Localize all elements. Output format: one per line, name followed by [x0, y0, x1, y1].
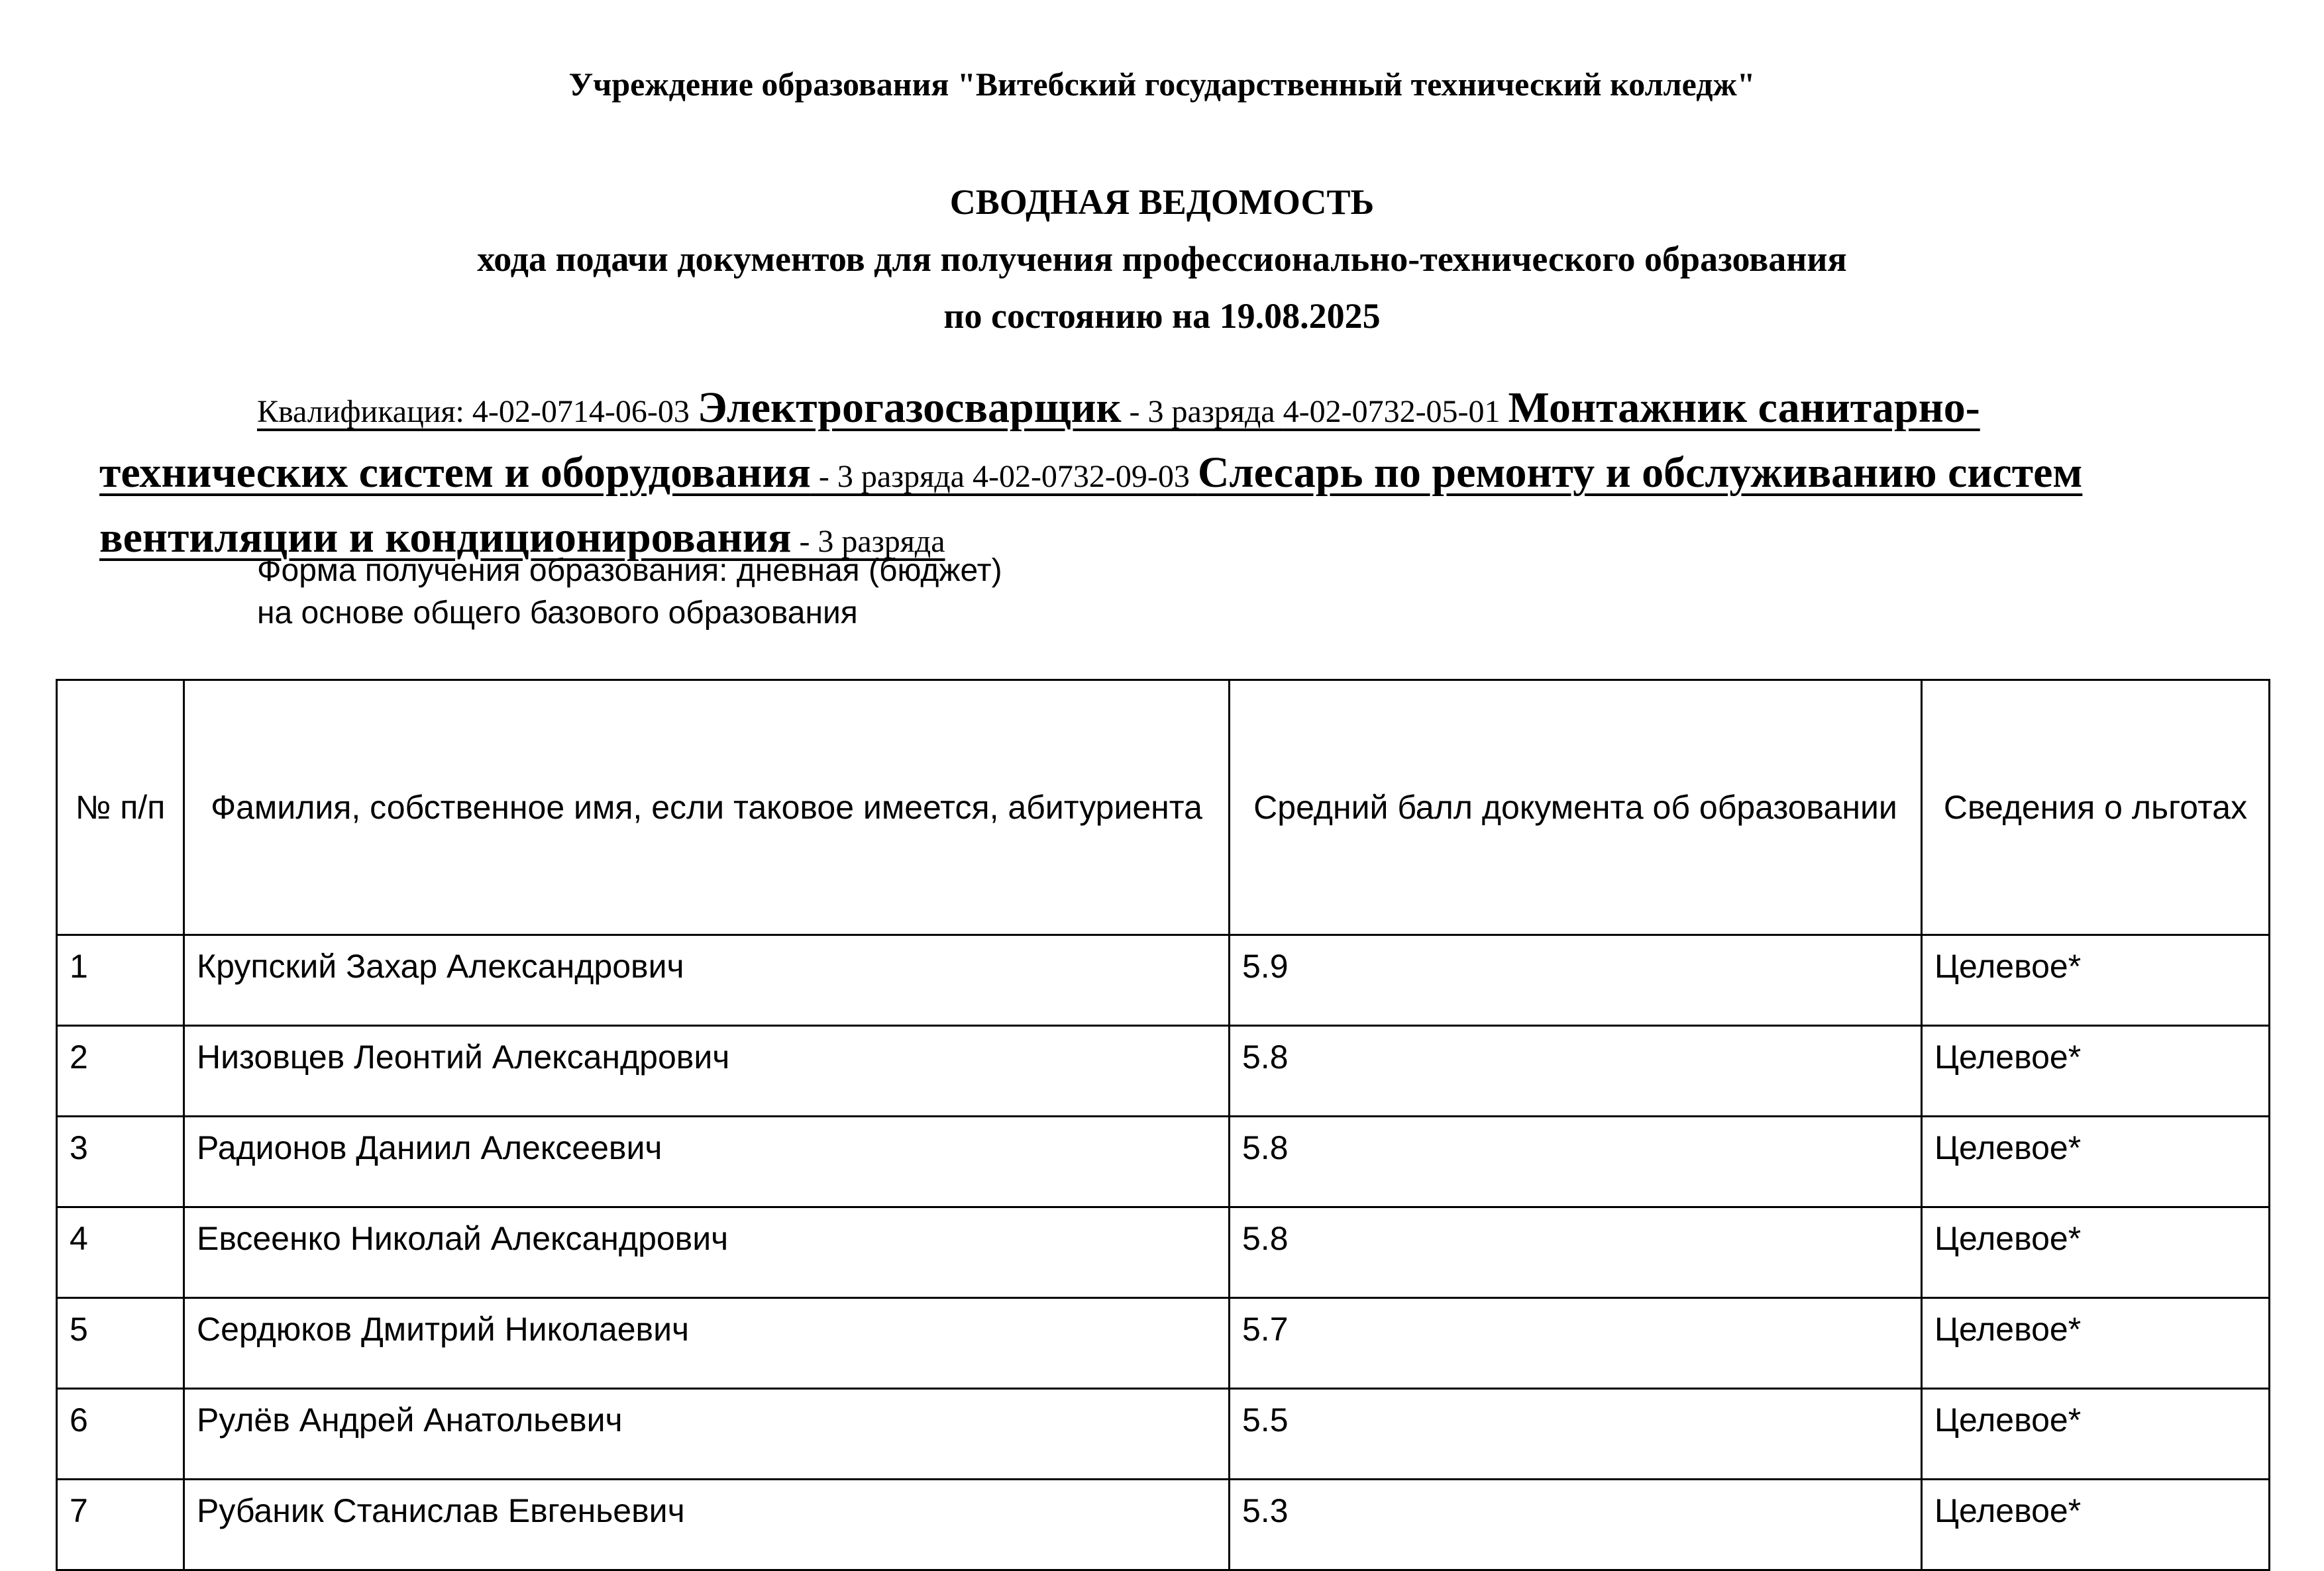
table-row [57, 1207, 2270, 1298]
cell-name: Сердюков Дмитрий Николаевич [184, 1298, 1230, 1389]
header-number: № п/п [57, 680, 184, 935]
cell-name: Рулёв Андрей Анатольевич [184, 1389, 1230, 1480]
cell-benefits: Целевое* [1922, 1026, 2270, 1117]
qualification-3-name: Слесарь по ремонту и обслуживанию систем вентиляции и кондиционирования [99, 448, 2083, 562]
qualification-label: Квалификация: [257, 394, 472, 429]
cell-name: Низовцев Леонтий Александрович [184, 1026, 1230, 1117]
cell-score: 5.8 [1230, 1026, 1922, 1117]
applicants-table [56, 679, 2270, 1571]
title-line-2: хода подачи документов для получения профессионально-технического образования [477, 239, 1847, 279]
cell-score: 5.8 [1230, 1117, 1922, 1207]
qualification-2-code: 4-02-0732-05-01 [1283, 394, 1508, 429]
qualification-paragraph [99, 378, 2219, 572]
header-name: Фамилия, собственное имя, если таковое имеется, абитуриента [184, 680, 1230, 935]
cell-score: 5.8 [1230, 1207, 1922, 1298]
cell-number: 3 [57, 1117, 184, 1207]
qualification-2-rank: - 3 разряда [810, 459, 973, 494]
cell-number: 1 [57, 935, 184, 1026]
cell-benefits: Целевое* [1922, 1117, 2270, 1207]
cell-name: Рубаник Станислав Евгеньевич [184, 1480, 1230, 1570]
cell-name: Радионов Даниил Алексеевич [184, 1117, 1230, 1207]
qualification-1-name: Электрогазосварщик [697, 383, 1122, 432]
qualification-1-rank: - 3 разряда [1121, 394, 1283, 429]
cell-number: 6 [57, 1389, 184, 1480]
cell-score: 5.9 [1230, 935, 1922, 1026]
cell-name: Крупский Захар Александрович [184, 935, 1230, 1026]
cell-benefits: Целевое* [1922, 1207, 2270, 1298]
education-basis: на основе общего базового образования [257, 595, 858, 631]
qualification-3-rank: - 3 разряда [791, 524, 945, 559]
cell-benefits: Целевое* [1922, 1389, 2270, 1480]
qualification-2-name: Монтажник санитарно-технических систем и оборудования [99, 383, 1980, 497]
institution-name: Учреждение образования "Витебский государственный технический колледж" [568, 66, 1756, 103]
table-header-row [57, 680, 2270, 935]
cell-score: 5.3 [1230, 1480, 1922, 1570]
cell-number: 4 [57, 1207, 184, 1298]
header-benefits: Сведения о льготах [1922, 680, 2270, 935]
cell-benefits: Целевое* [1922, 1480, 2270, 1570]
cell-number: 7 [57, 1480, 184, 1570]
table-row [57, 1389, 2270, 1480]
cell-name: Евсеенко Николай Александрович [184, 1207, 1230, 1298]
cell-number: 2 [57, 1026, 184, 1117]
table-row [57, 1480, 2270, 1570]
qualification-3-code: 4-02-0732-09-03 [972, 459, 1198, 494]
table-row [57, 935, 2270, 1026]
cell-benefits: Целевое* [1922, 935, 2270, 1026]
form-of-education: Форма получения образования: дневная (бюджет) [257, 553, 1002, 588]
cell-benefits: Целевое* [1922, 1298, 2270, 1389]
cell-score: 5.5 [1230, 1389, 1922, 1480]
title-line-1: СВОДНАЯ ВЕДОМОСТЬ [949, 182, 1375, 222]
qualification-1-code: 4-02-0714-06-03 [472, 394, 698, 429]
header-average-score: Средний балл документа об образовании [1230, 680, 1922, 935]
table-row [57, 1298, 2270, 1389]
title-line-3: по состоянию на 19.08.2025 [943, 296, 1381, 336]
cell-number: 5 [57, 1298, 184, 1389]
table-row [57, 1026, 2270, 1117]
cell-score: 5.7 [1230, 1298, 1922, 1389]
document-title [0, 174, 2324, 344]
table-row [57, 1117, 2270, 1207]
